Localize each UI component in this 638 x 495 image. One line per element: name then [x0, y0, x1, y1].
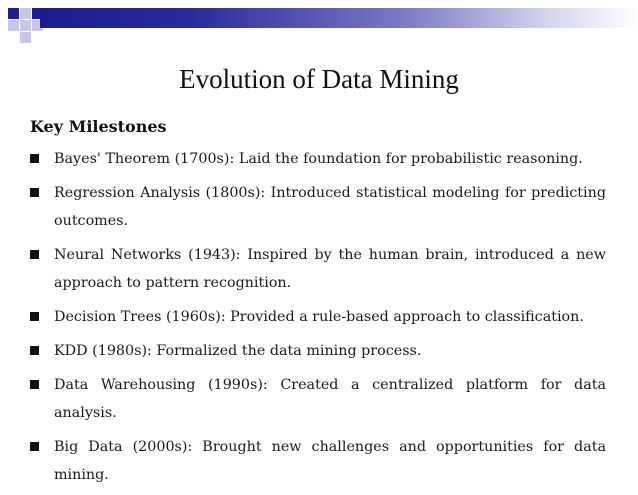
- corner-square-light: [20, 8, 31, 19]
- corner-square-light: [20, 20, 31, 31]
- corner-square-light: [20, 32, 31, 43]
- header-gradient-bar: [40, 8, 638, 28]
- list-item-text: KDD (1980s): Formalized the data mining process.: [54, 343, 422, 359]
- list-item: [30, 371, 606, 427]
- square-bullet-icon: [30, 312, 39, 321]
- list-item: [30, 179, 606, 235]
- corner-square-light: [8, 20, 19, 31]
- square-bullet-icon: [30, 380, 39, 389]
- milestone-list: [30, 145, 606, 495]
- list-item-text: Big Data (2000s): Brought new challenges and opportunities for data mining.: [54, 439, 606, 483]
- list-item-text: Regression Analysis (1800s): Introduced statistical modeling for predicting outcomes.: [54, 185, 606, 229]
- list-item: [30, 241, 606, 297]
- list-item: [30, 303, 606, 331]
- square-bullet-icon: [30, 188, 39, 197]
- section-heading: Key Milestones: [30, 117, 167, 136]
- list-item-text: Bayes' Theorem (1700s): Laid the foundation for probabilistic reasoning.: [54, 151, 583, 167]
- square-bullet-icon: [30, 346, 39, 355]
- list-item-text: Decision Trees (1960s): Provided a rule-based approach to classification.: [54, 309, 584, 325]
- corner-square-dark: [8, 8, 19, 19]
- slide-title: Evolution of Data Mining: [179, 64, 459, 94]
- list-item-text: Neural Networks (1943): Inspired by the human brain, introduced a new approach to pattern recognition.: [54, 247, 606, 291]
- square-bullet-icon: [30, 442, 39, 451]
- list-item: [30, 145, 606, 173]
- list-item: [30, 433, 606, 489]
- list-item: [30, 337, 606, 365]
- square-bullet-icon: [30, 154, 39, 163]
- square-bullet-icon: [30, 250, 39, 259]
- list-item-text: Data Warehousing (1990s): Created a centralized platform for data analysis.: [54, 377, 606, 421]
